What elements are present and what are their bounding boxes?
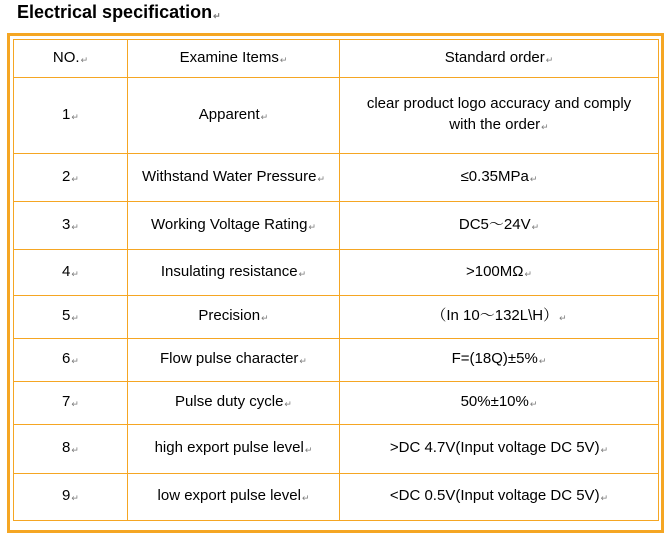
- paragraph-mark-icon: ↵: [71, 356, 79, 366]
- cell-item: low export pulse level↵: [128, 474, 340, 521]
- cell-standard: >100MΩ↵: [340, 250, 659, 296]
- table-row: [14, 296, 659, 339]
- cell-standard: clear product logo accuracy and comply with the order↵: [340, 78, 659, 154]
- table-row: [14, 474, 659, 521]
- paragraph-mark-icon: ↵: [524, 268, 533, 279]
- cell-no: 8↵: [14, 425, 128, 474]
- cell-item: Apparent↵: [128, 78, 340, 154]
- cell-standard: DC5～24V↵: [340, 202, 659, 250]
- cell-item: Working Voltage Rating↵: [128, 202, 340, 250]
- paragraph-mark-icon: ↵: [317, 173, 326, 184]
- cell-item: Withstand Water Pressure↵: [128, 154, 340, 202]
- cell-standard: >DC 4.7V(Input voltage DC 5V)↵: [340, 425, 659, 474]
- page-title: [17, 2, 221, 23]
- paragraph-mark-icon: ↵: [301, 493, 310, 503]
- cell-standard: （In 10～132L\H）↵: [340, 296, 659, 339]
- paragraph-mark-icon: ↵: [260, 111, 269, 122]
- paragraph-mark-icon: ↵: [600, 445, 609, 455]
- cell-standard: <DC 0.5V(Input voltage DC 5V)↵: [340, 474, 659, 521]
- paragraph-mark-icon: ↵: [559, 313, 567, 323]
- table-row: [14, 154, 659, 202]
- table-header-row: [14, 40, 659, 78]
- cell-item: Precision↵: [128, 296, 340, 339]
- cell-item: Insulating resistance↵: [128, 250, 340, 296]
- paragraph-mark-icon: ↵: [600, 493, 609, 503]
- table-row: [14, 339, 659, 382]
- table-row: [14, 425, 659, 474]
- paragraph-mark-icon: ↵: [545, 54, 554, 65]
- paragraph-mark-icon: ↵: [80, 54, 89, 65]
- paragraph-mark-icon: ↵: [538, 356, 547, 366]
- cell-no: 3↵: [14, 202, 128, 250]
- table-row: [14, 382, 659, 425]
- cell-no: 9↵: [14, 474, 128, 521]
- spec-table-frame: [7, 33, 664, 533]
- cell-no: 2↵: [14, 154, 128, 202]
- cell-item: high export pulse level↵: [128, 425, 340, 474]
- column-header-no: NO.↵: [14, 40, 128, 78]
- cell-item: Flow pulse character↵: [128, 339, 340, 382]
- paragraph-mark-icon: ↵: [71, 111, 79, 122]
- paragraph-mark-icon: ↵: [529, 399, 538, 409]
- paragraph-mark-icon: ↵: [279, 54, 288, 65]
- paragraph-mark-icon: ↵: [71, 445, 79, 455]
- cell-no: 4↵: [14, 250, 128, 296]
- table-row: [14, 202, 659, 250]
- paragraph-mark-icon: ↵: [71, 399, 79, 409]
- paragraph-mark-icon: ↵: [531, 221, 540, 232]
- cell-standard: F=(18Q)±5%↵: [340, 339, 659, 382]
- paragraph-mark-icon: ↵: [298, 268, 307, 279]
- cell-no: 6↵: [14, 339, 128, 382]
- paragraph-mark-icon: ↵: [529, 173, 538, 184]
- cell-item: Pulse duty cycle↵: [128, 382, 340, 425]
- paragraph-mark-icon: ↵: [308, 221, 317, 232]
- table-row: [14, 78, 659, 154]
- title-text: Electrical specification: [17, 2, 213, 22]
- paragraph-mark-icon: ↵: [284, 399, 292, 409]
- cell-no: 5↵: [14, 296, 128, 339]
- cell-standard: 50%±10%↵: [340, 382, 659, 425]
- paragraph-mark-icon: ↵: [261, 313, 269, 323]
- cell-no: 7↵: [14, 382, 128, 425]
- paragraph-mark-icon: ↵: [71, 221, 79, 232]
- paragraph-mark-icon: ↵: [304, 445, 313, 455]
- paragraph-mark-icon: ↵: [299, 356, 307, 366]
- table-row: [14, 250, 659, 296]
- paragraph-mark-icon: ↵: [71, 313, 79, 323]
- spec-table: [13, 39, 659, 521]
- paragraph-mark-icon: ↵: [213, 11, 221, 21]
- cell-no: 1↵: [14, 78, 128, 154]
- cell-standard: ≤0.35MPa↵: [340, 154, 659, 202]
- column-header-standard: Standard order↵: [340, 40, 659, 78]
- column-header-item: Examine Items↵: [128, 40, 340, 78]
- paragraph-mark-icon: ↵: [71, 268, 79, 279]
- paragraph-mark-icon: ↵: [71, 173, 79, 184]
- paragraph-mark-icon: ↵: [71, 493, 79, 503]
- paragraph-mark-icon: ↵: [541, 122, 549, 132]
